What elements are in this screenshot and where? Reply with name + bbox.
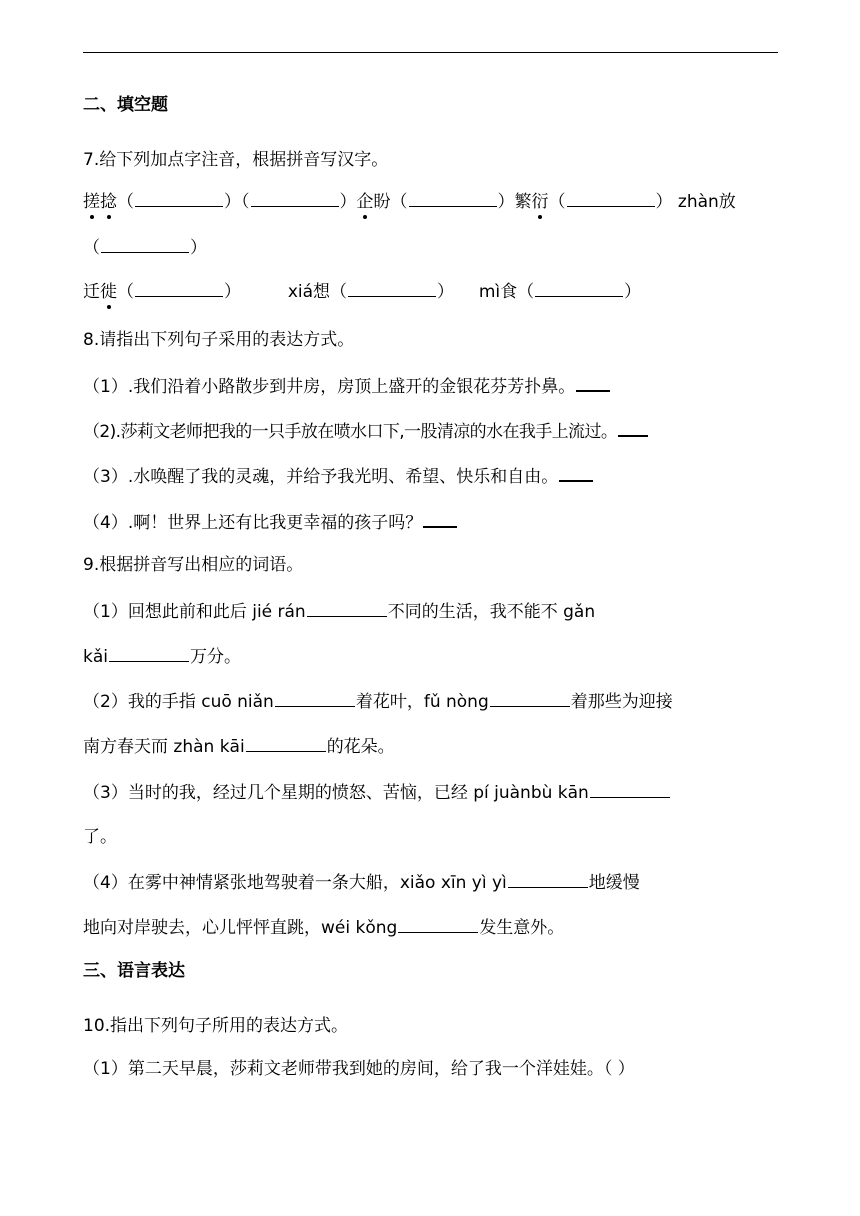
- answer-blank[interactable]: [348, 280, 436, 297]
- question-8-item-4: （4）.啊！世界上还有比我更幸福的孩子吗？: [83, 510, 458, 534]
- answer-blank[interactable]: [135, 280, 223, 297]
- question-9-line-7: （4）在雾中神情紧张地驾驶着一条大船，xiǎo xīn yì yì 地缓慢: [83, 873, 640, 893]
- question-9-line-1: （1）回想此前和此后 jié rán 不同的生活，我不能不 gǎn: [83, 602, 596, 622]
- question-10-item-1: （1）第二天早晨，莎莉文老师带我到她的房间，给了我一个洋娃娃。（ ）: [83, 1059, 635, 1079]
- answer-blank[interactable]: [559, 464, 593, 482]
- word-fanyan: ）繁衍（: [497, 192, 566, 212]
- question-9-line-4: 南方春天而 zhàn kāi 的花朵。: [83, 737, 395, 757]
- answer-blank[interactable]: [535, 280, 623, 297]
- answer-blank[interactable]: [275, 690, 355, 707]
- question-7-line-2: （ ）: [83, 238, 207, 258]
- question-9-title: 9.根据拼音写出相应的词语。: [83, 555, 304, 575]
- answer-blank[interactable]: [251, 190, 339, 207]
- word-qipan: ）企盼（: [339, 192, 408, 212]
- answer-blank[interactable]: [101, 236, 189, 253]
- question-10-title: 10.指出下列句子所用的表达方式。: [83, 1016, 349, 1036]
- answer-blank[interactable]: [567, 190, 655, 207]
- question-7-line-3: 迁徙（ ） xiá想（ ） mì食（ ）: [83, 282, 642, 302]
- question-8-item-2: （2).莎莉文老师把我的一只手放在喷水口下,一股清凉的水在我手上流过。: [83, 419, 649, 443]
- section-title-language-expression: 三、语言表达: [83, 961, 185, 981]
- question-8-item-1: （1）.我们沿着小路散步到井房，房顶上盛开的金银花芬芳扑鼻。: [83, 374, 611, 398]
- answer-blank[interactable]: [398, 916, 478, 933]
- answer-blank[interactable]: [618, 419, 648, 437]
- question-9-line-5: （3）当时的我，经过几个星期的愤怒、苦恼，已经 pí juànbù kān: [83, 781, 671, 804]
- answer-blank[interactable]: [307, 600, 387, 617]
- answer-blank[interactable]: [423, 510, 457, 528]
- answer-blank[interactable]: [576, 374, 610, 392]
- question-8-item-3: （3）.水唤醒了我的灵魂，并给予我光明、希望、快乐和自由。: [83, 464, 594, 488]
- answer-blank[interactable]: [490, 690, 570, 707]
- question-7-title: 7.给下列加点字注音，根据拼音写汉字。: [83, 150, 389, 170]
- question-8-title: 8.请指出下列句子采用的表达方式。: [83, 330, 355, 350]
- question-7-line-1: 搓捻（ ）（ ）企盼（ ）繁衍（ ） zhàn放: [83, 192, 736, 212]
- word-qianxi: 迁徙（: [83, 282, 134, 302]
- word-cuonian: 搓捻: [83, 192, 117, 212]
- answer-blank[interactable]: [508, 871, 588, 888]
- question-9-line-8: 地向对岸驶去，心儿怦怦直跳，wéi kǒng 发生意外。: [83, 918, 565, 938]
- answer-blank[interactable]: [246, 735, 326, 752]
- header-rule: [83, 52, 778, 53]
- question-9-line-2: kǎi 万分。: [83, 647, 241, 667]
- answer-blank[interactable]: [590, 781, 670, 798]
- answer-blank[interactable]: [109, 645, 189, 662]
- question-9-line-3: （2）我的手指 cuō niǎn 着花叶，fǔ nòng 着那些为迎接: [83, 692, 673, 712]
- section-title-fill-blank: 二、填空题: [83, 95, 168, 115]
- question-9-line-6: 了。: [83, 827, 117, 847]
- answer-blank[interactable]: [135, 190, 223, 207]
- answer-blank[interactable]: [409, 190, 497, 207]
